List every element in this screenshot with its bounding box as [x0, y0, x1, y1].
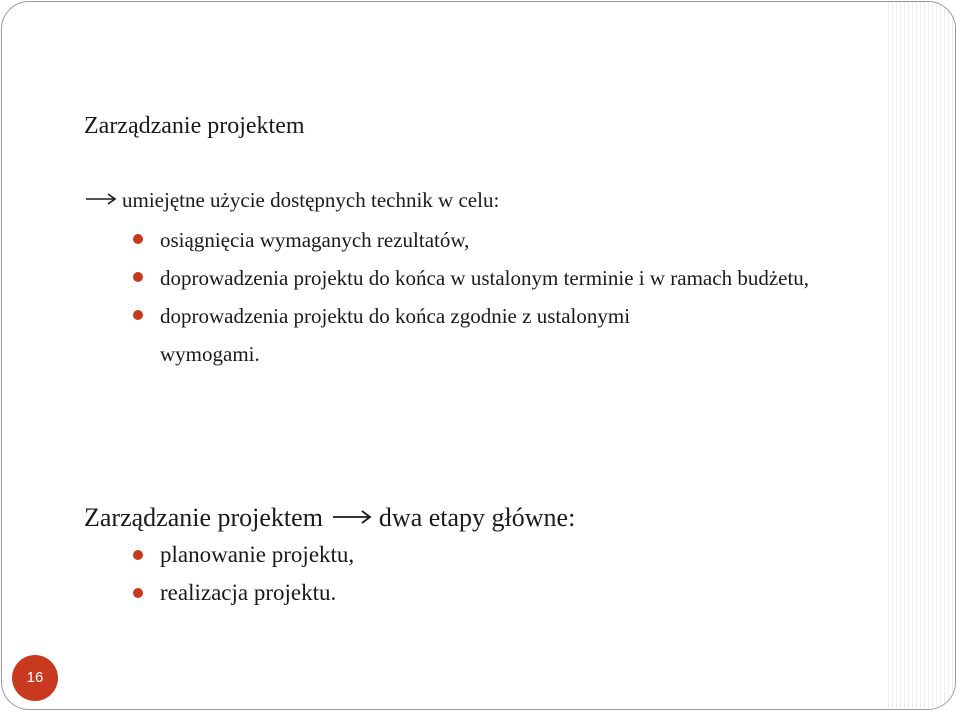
slide-content-top	[84, 109, 884, 373]
list-item-text: osiągnięcia wymaganych rezultatów,	[160, 228, 470, 252]
intro-text: umiejętne użycie dostępnych technik w celu:	[122, 188, 500, 212]
slide-heading: Zarządzanie projektem	[84, 113, 305, 139]
bullet-dot-icon	[133, 234, 143, 244]
right-arrow-icon	[331, 509, 373, 525]
stages-heading-left: Zarządzanie projektem	[84, 503, 323, 532]
list-item	[2, 259, 884, 297]
list-item	[2, 536, 884, 574]
stages-heading	[84, 500, 884, 536]
intro-line	[84, 185, 884, 215]
goals-list	[84, 221, 884, 373]
bullet-dot-icon	[133, 310, 143, 320]
decorative-stripes	[885, 2, 955, 709]
list-item-text: doprowadzenia projektu do końca w ustalonym terminie i w ramach budżetu,	[160, 266, 810, 290]
list-item	[2, 297, 884, 373]
list-item	[2, 574, 884, 612]
bullet-dot-icon	[133, 588, 143, 598]
list-item-text: planowanie projektu,	[160, 542, 355, 567]
list-item-text: doprowadzenia projektu do końca zgodnie z ustalonymi wymogami.	[160, 304, 631, 366]
list-item-text: realizacja projektu.	[160, 580, 337, 605]
slide-card	[1, 1, 956, 710]
stages-list	[84, 536, 884, 612]
right-arrow-icon	[84, 192, 118, 206]
page-number-badge: 16	[12, 655, 58, 701]
bullet-dot-icon	[133, 550, 143, 560]
list-item	[2, 221, 884, 259]
slide-content-bottom	[84, 500, 884, 612]
stages-heading-right: dwa etapy główne:	[378, 503, 576, 532]
bullet-dot-icon	[133, 272, 143, 282]
